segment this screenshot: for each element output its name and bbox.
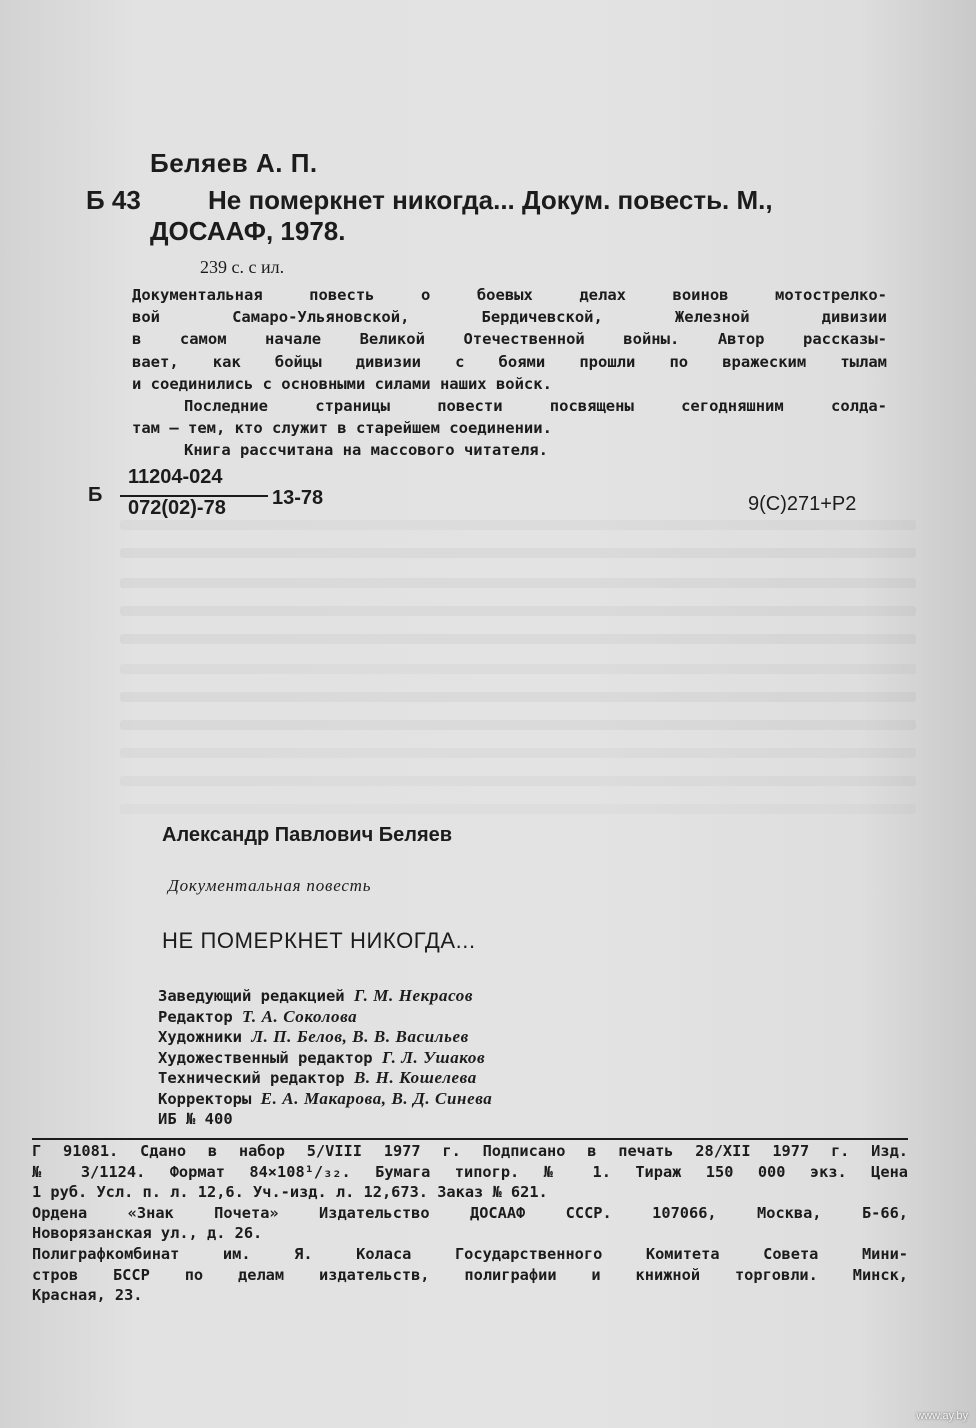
imprint-line: Г 91081. Сдано в набор 5/VIII 1977 г. Подписано в печать 28/XII 1977 г. Изд. bbox=[32, 1142, 908, 1160]
card-pages: 239 с. с ил. bbox=[200, 257, 285, 277]
colophon-author: Александр Павлович Беляев bbox=[162, 824, 453, 846]
show-through-line bbox=[120, 720, 916, 730]
annotation-line: и соединились с основными силами наших войск. bbox=[132, 374, 552, 393]
imprint-line: Красная, 23. bbox=[32, 1286, 143, 1305]
colophon-genre: Документальная повесть bbox=[168, 876, 372, 895]
credit-name: В. Н. Кошелева bbox=[353, 1068, 477, 1088]
colophon-title: НЕ ПОМЕРКНЕТ НИКОГДА... bbox=[162, 928, 476, 953]
credit-name: Г. Л. Ушаков bbox=[381, 1047, 486, 1067]
credit-role: Редактор bbox=[158, 1007, 233, 1026]
annotation-line: в самом начале Великой Отечественной войны. Автор рассказы- bbox=[132, 330, 887, 349]
card-title-line-1: Не померкнет никогда... Докум. повесть. М., bbox=[208, 185, 773, 215]
credit-role: Корректоры bbox=[158, 1089, 252, 1108]
bbk-denominator: 072(02)-78 bbox=[128, 497, 226, 519]
watermark: www.ay.by bbox=[916, 1410, 968, 1422]
credit-role: Художественный редактор bbox=[158, 1048, 373, 1067]
credit-row bbox=[158, 1089, 492, 1110]
show-through-line bbox=[120, 692, 916, 702]
credit-row bbox=[158, 1068, 492, 1089]
card-author: Беляев А. П. bbox=[150, 148, 318, 178]
imprint-line: стров БССР по делам издательств, полиграфии и книжной торговли. Минск, bbox=[32, 1265, 908, 1284]
credits-list bbox=[158, 986, 492, 1129]
imprint-line: № 3/1124. Формат 84×108¹/₃₂. Бумага типогр. № 1. Тираж 150 000 экз. Цена bbox=[32, 1162, 908, 1181]
annotation-line: Книга рассчитана на массового читателя. bbox=[184, 441, 548, 460]
show-through-line bbox=[120, 548, 916, 558]
imprint-line: 1 руб. Усл. п. л. 12,6. Уч.-изд. л. 12,673. Заказ № 621. bbox=[32, 1183, 548, 1202]
credit-name: Т. А. Соколова bbox=[242, 1006, 358, 1026]
credit-name: Г. М. Некрасов bbox=[353, 986, 474, 1005]
bbk-prefix: Б bbox=[88, 484, 103, 506]
credit-name: Л. П. Белов, В. В. Васильев bbox=[251, 1027, 469, 1047]
imprint-block bbox=[32, 1141, 908, 1306]
show-through-line bbox=[120, 578, 916, 588]
credit-name: Е. А. Макарова, В. Д. Синева bbox=[260, 1088, 493, 1108]
imprint-line: Полиграфкомбинат им. Я. Коласа Государственного Комитета Совета Мини- bbox=[32, 1244, 908, 1263]
show-through-line bbox=[120, 634, 916, 644]
card-annotation bbox=[132, 284, 887, 462]
bbk-suffix: 13-78 bbox=[272, 487, 324, 509]
credit-role: Технический редактор bbox=[158, 1069, 345, 1088]
bbk-classification: 9(С)271+Р2 bbox=[748, 493, 857, 515]
credit-row bbox=[158, 1048, 492, 1069]
show-through-line bbox=[120, 776, 916, 786]
credit-role: Художники bbox=[158, 1028, 242, 1047]
credit-row bbox=[158, 986, 492, 1007]
card-title-line-2: ДОСААФ, 1978. bbox=[150, 216, 346, 246]
show-through-line bbox=[120, 520, 916, 530]
show-through-line bbox=[120, 606, 916, 616]
ib-number: ИБ № 400 bbox=[158, 1109, 233, 1128]
annotation-line: вой Самаро-Ульяновской, Бердичевской, Железной дивизии bbox=[132, 308, 887, 327]
annotation-line: там — тем, кто служит в старейшем соединении. bbox=[132, 419, 552, 438]
annotation-line: вает, как бойцы дивизии с боями прошли по вражеским тылам bbox=[132, 352, 887, 371]
show-through-line bbox=[120, 664, 916, 674]
annotation-line: Последние страницы повести посвящены сегодняшним солда- bbox=[184, 397, 887, 416]
imprint-rule bbox=[32, 1138, 908, 1140]
credit-row bbox=[158, 1007, 492, 1028]
imprint-line: Ордена «Знак Почета» Издательство ДОСААФ СССР. 107066, Москва, Б-66, bbox=[32, 1203, 908, 1222]
credit-role: Заведующий редакцией bbox=[158, 987, 345, 1005]
credit-row bbox=[158, 1027, 492, 1048]
annotation-line: Документальная повесть о боевых делах воинов мотострелко- bbox=[132, 286, 887, 304]
show-through-line bbox=[120, 748, 916, 758]
show-through-line bbox=[120, 804, 916, 814]
bbk-numerator: 11204-024 bbox=[128, 466, 223, 488]
card-code: Б 43 bbox=[86, 185, 141, 215]
imprint-line: Новорязанская ул., д. 26. bbox=[32, 1224, 263, 1243]
